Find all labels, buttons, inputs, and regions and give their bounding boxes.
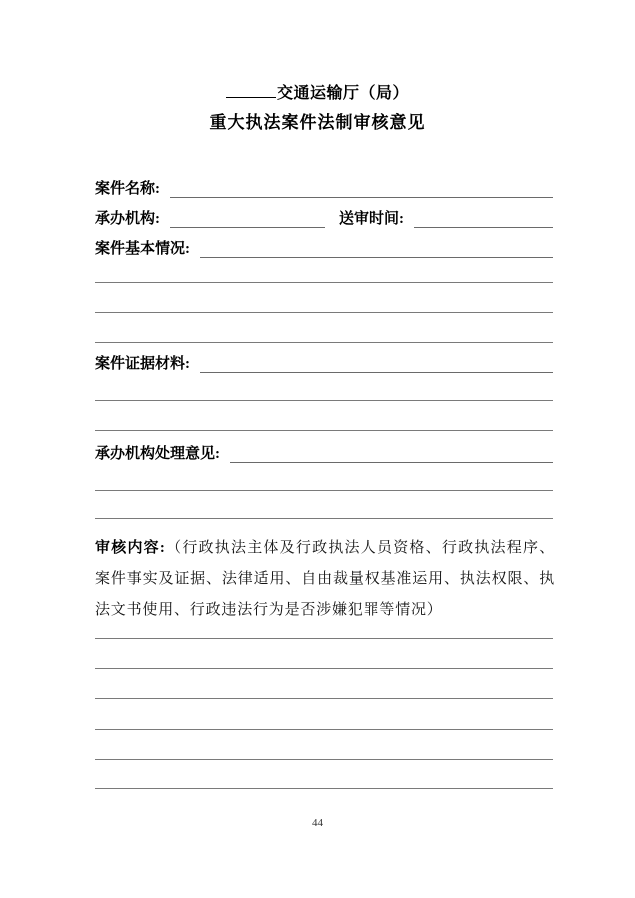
handling-agency-blank-line bbox=[170, 209, 325, 228]
agency-opinion-blank-line bbox=[230, 444, 553, 463]
case-basic-info-blank-line bbox=[200, 239, 553, 258]
title-line1-text: 交通运输厅（局） bbox=[276, 85, 409, 102]
ruled-line bbox=[95, 668, 553, 669]
ruled-line bbox=[95, 342, 553, 343]
field-row-case-name bbox=[95, 179, 553, 199]
case-evidence-blank-line bbox=[200, 354, 553, 373]
page-title-line1 bbox=[0, 84, 635, 104]
field-row-case-basic-info bbox=[95, 239, 553, 259]
submit-time-label: 送审时间: bbox=[339, 211, 404, 227]
ruled-line bbox=[95, 638, 553, 639]
review-content-label: 审核内容: bbox=[95, 540, 166, 556]
review-content-paragraph bbox=[95, 533, 555, 626]
ruled-line bbox=[95, 759, 553, 760]
ruled-line bbox=[95, 729, 553, 730]
ruled-line bbox=[95, 430, 553, 431]
case-name-blank-line bbox=[170, 179, 553, 198]
ruled-line bbox=[95, 788, 553, 789]
ruled-line bbox=[95, 518, 553, 519]
spacer bbox=[325, 209, 339, 229]
field-row-agency-time bbox=[95, 209, 553, 229]
case-name-label: 案件名称: bbox=[95, 181, 160, 197]
page-number: 44 bbox=[312, 817, 323, 829]
ruled-line bbox=[95, 282, 553, 283]
field-row-case-evidence bbox=[95, 354, 553, 374]
agency-opinion-label: 承办机构处理意见: bbox=[95, 446, 220, 462]
review-content-note: （行政执法主体及行政执法人员资格、行政执法程序、案件事实及证据、法律适用、自由裁量权基准运用、执法权限、执法文书使用、行政违法行为是否涉嫌犯罪等情况） bbox=[95, 540, 556, 618]
handling-agency-label: 承办机构: bbox=[95, 211, 160, 227]
ruled-line bbox=[95, 400, 553, 401]
ruled-line bbox=[95, 698, 553, 699]
page-title-line2: 重大执法案件法制审核意见 bbox=[209, 113, 426, 132]
title-blank-line bbox=[226, 84, 276, 98]
field-row-agency-opinion bbox=[95, 444, 553, 464]
case-evidence-label: 案件证据材料: bbox=[95, 356, 190, 372]
ruled-line bbox=[95, 312, 553, 313]
case-basic-info-label: 案件基本情况: bbox=[95, 241, 190, 257]
submit-time-blank-line bbox=[414, 209, 553, 228]
ruled-line bbox=[95, 490, 553, 491]
